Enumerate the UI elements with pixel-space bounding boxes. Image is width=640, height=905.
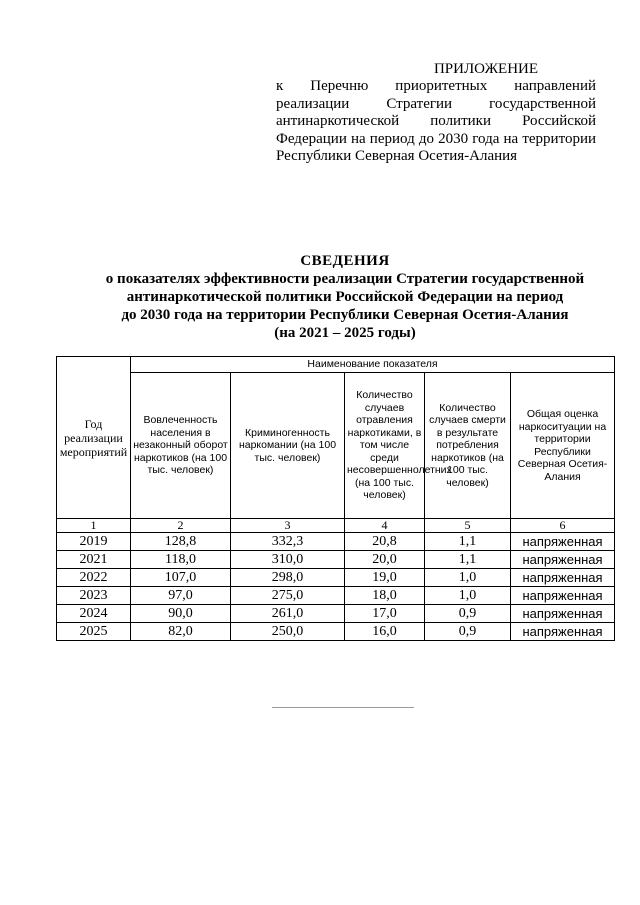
table-cell: 16,0 (345, 623, 425, 641)
table-row (57, 551, 615, 569)
column-number: 6 (511, 519, 615, 533)
appendix-block (276, 60, 596, 166)
table-cell: 2022 (57, 569, 131, 587)
table-cell: 2025 (57, 623, 131, 641)
table-row (57, 605, 615, 623)
table-cell: 17,0 (345, 605, 425, 623)
column-number: 2 (131, 519, 231, 533)
table-cell: 310,0 (231, 551, 345, 569)
table-cell: напряженная (511, 587, 615, 605)
table-cell: напряженная (511, 551, 615, 569)
table-cell: 250,0 (231, 623, 345, 641)
appendix-text: к Перечню приоритетных направлений реализации Стратегии государственной антинаркотической политики Российской Федерации на период до 2030 года на территории Республики Северная Осетия-Алания (276, 78, 596, 164)
table-cell: 18,0 (345, 587, 425, 605)
column-number: 1 (57, 519, 131, 533)
table-cell: 2023 (57, 587, 131, 605)
column-header: Криминогенность наркомании (на 100 тыс. человек) (231, 373, 345, 519)
table-row (57, 533, 615, 551)
table-cell: 20,8 (345, 533, 425, 551)
heading-line-1: о показателях эффективности реализации Стратегии государственной (105, 271, 585, 287)
appendix-title: ПРИЛОЖЕНИЕ (433, 61, 539, 77)
table-row (57, 623, 615, 641)
table-cell: 1,0 (425, 569, 511, 587)
column-header: Количество случаев отравления наркотиками, в том числе среди несовершеннолетних (на 100 тыс. человек) (345, 373, 425, 519)
column-header: Общая оценка наркоситуации на территории Республики Северная Осетия-Алания (511, 373, 615, 519)
table-cell: 107,0 (131, 569, 231, 587)
table-cell: 82,0 (131, 623, 231, 641)
document-heading (60, 252, 630, 342)
table-cell: 0,9 (425, 623, 511, 641)
column-number: 5 (425, 519, 511, 533)
table-cell: 298,0 (231, 569, 345, 587)
column-number-row (57, 519, 615, 533)
heading-line-3: до 2030 года на территории Республики Северная Осетия-Алания (121, 307, 569, 323)
year-column-header: Год реализации мероприятий (57, 357, 131, 519)
table-cell: 0,9 (425, 605, 511, 623)
table-cell: 20,0 (345, 551, 425, 569)
heading-line-2: антинаркотической политики Российской Федерации на период (126, 289, 564, 305)
table-row (57, 569, 615, 587)
table-cell: 97,0 (131, 587, 231, 605)
column-number: 4 (345, 519, 425, 533)
table-cell: 2024 (57, 605, 131, 623)
column-number: 3 (231, 519, 345, 533)
table-cell: 118,0 (131, 551, 231, 569)
table-cell: 2021 (57, 551, 131, 569)
table-cell: 332,3 (231, 533, 345, 551)
column-header: Вовлеченность населения в незаконный оборот наркотиков (на 100 тыс. человек) (131, 373, 231, 519)
table-cell: 1,1 (425, 551, 511, 569)
indicators-table (56, 356, 615, 641)
table-cell: 1,0 (425, 587, 511, 605)
table-cell: 2019 (57, 533, 131, 551)
table-cell: 128,8 (131, 533, 231, 551)
end-divider (272, 707, 414, 708)
column-header: Количество случаев смерти в результате потребления наркотиков (на 100 тыс. человек) (425, 373, 511, 519)
heading-line-4: (на 2021 – 2025 годы) (274, 325, 416, 341)
table-cell: 1,1 (425, 533, 511, 551)
table-cell: 261,0 (231, 605, 345, 623)
table-cell: напряженная (511, 533, 615, 551)
table-cell: 90,0 (131, 605, 231, 623)
heading-title: СВЕДЕНИЯ (300, 253, 390, 269)
table-row (57, 587, 615, 605)
table-cell: 275,0 (231, 587, 345, 605)
table-cell: напряженная (511, 623, 615, 641)
indicator-group-header: Наименование показателя (131, 357, 615, 373)
table-cell: напряженная (511, 605, 615, 623)
table-cell: напряженная (511, 569, 615, 587)
table-cell: 19,0 (345, 569, 425, 587)
